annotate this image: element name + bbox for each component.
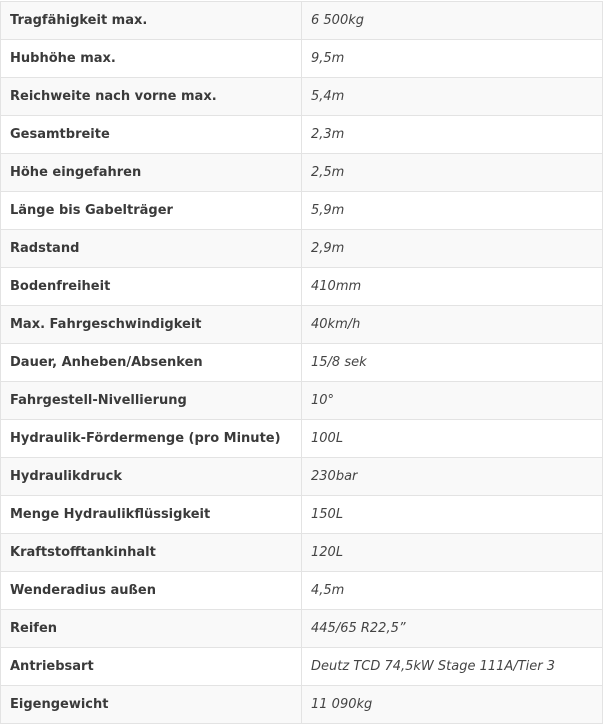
spec-label: Hubhöhe max. bbox=[1, 40, 302, 78]
spec-value: 5,9m bbox=[302, 192, 603, 230]
table-row bbox=[1, 78, 603, 116]
spec-value: 11 090kg bbox=[302, 686, 603, 724]
table-row bbox=[1, 306, 603, 344]
spec-value: 15/8 sek bbox=[302, 344, 603, 382]
table-row bbox=[1, 686, 603, 724]
spec-label: Max. Fahrgeschwindigkeit bbox=[1, 306, 302, 344]
table-row bbox=[1, 572, 603, 610]
spec-value: Deutz TCD 74,5kW Stage 111A/Tier 3 bbox=[302, 648, 603, 686]
spec-label: Fahrgestell-Nivellierung bbox=[1, 382, 302, 420]
table-row bbox=[1, 2, 603, 40]
spec-label: Hydraulik-Fördermenge (pro Minute) bbox=[1, 420, 302, 458]
spec-value: 10° bbox=[302, 382, 603, 420]
spec-label: Bodenfreiheit bbox=[1, 268, 302, 306]
spec-value: 6 500kg bbox=[302, 2, 603, 40]
spec-value: 5,4m bbox=[302, 78, 603, 116]
table-row bbox=[1, 610, 603, 648]
spec-label: Wenderadius außen bbox=[1, 572, 302, 610]
spec-value: 9,5m bbox=[302, 40, 603, 78]
spec-label: Dauer, Anheben/Absenken bbox=[1, 344, 302, 382]
table-row bbox=[1, 40, 603, 78]
spec-value: 4,5m bbox=[302, 572, 603, 610]
table-row bbox=[1, 534, 603, 572]
spec-label: Kraftstofftankinhalt bbox=[1, 534, 302, 572]
spec-label: Reichweite nach vorne max. bbox=[1, 78, 302, 116]
table-row bbox=[1, 648, 603, 686]
table-row bbox=[1, 192, 603, 230]
table-row bbox=[1, 344, 603, 382]
spec-label: Länge bis Gabelträger bbox=[1, 192, 302, 230]
spec-label: Eigengewicht bbox=[1, 686, 302, 724]
spec-label: Hydraulikdruck bbox=[1, 458, 302, 496]
spec-label: Tragfähigkeit max. bbox=[1, 2, 302, 40]
spec-label: Radstand bbox=[1, 230, 302, 268]
spec-label: Reifen bbox=[1, 610, 302, 648]
spec-label: Gesamtbreite bbox=[1, 116, 302, 154]
spec-label: Menge Hydraulikflüssigkeit bbox=[1, 496, 302, 534]
spec-label: Höhe eingefahren bbox=[1, 154, 302, 192]
spec-value: 100L bbox=[302, 420, 603, 458]
spec-value: 2,9m bbox=[302, 230, 603, 268]
table-row bbox=[1, 230, 603, 268]
spec-value: 150L bbox=[302, 496, 603, 534]
table-row bbox=[1, 382, 603, 420]
spec-value: 120L bbox=[302, 534, 603, 572]
table-row bbox=[1, 116, 603, 154]
spec-value: 2,5m bbox=[302, 154, 603, 192]
table-row bbox=[1, 268, 603, 306]
table-row bbox=[1, 154, 603, 192]
table-row bbox=[1, 496, 603, 534]
spec-value: 40km/h bbox=[302, 306, 603, 344]
spec-label: Antriebsart bbox=[1, 648, 302, 686]
table-row bbox=[1, 458, 603, 496]
spec-value: 230bar bbox=[302, 458, 603, 496]
spec-value: 445/65 R22,5” bbox=[302, 610, 603, 648]
table-row bbox=[1, 420, 603, 458]
spec-value: 410mm bbox=[302, 268, 603, 306]
spec-value: 2,3m bbox=[302, 116, 603, 154]
specifications-table bbox=[0, 1, 603, 724]
